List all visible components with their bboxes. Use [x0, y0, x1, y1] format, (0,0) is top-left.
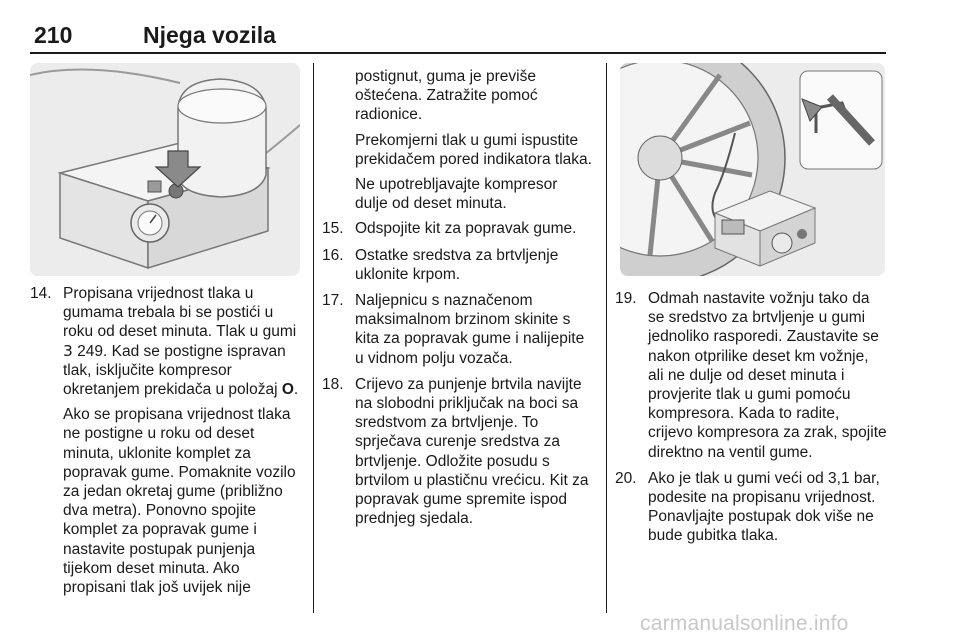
step-text: Crijevo za punjenje brtvila navijte na slobodni priključak na boci sa sredstvom za brtvljenje. To sprječava curenje sredstva za brtvljenje. Odložite posudu s brtvilom u plastičnu vrećicu. Kit za popravak gume spremite ispod prednjeg sjedala. [355, 375, 589, 528]
step-number: 14. [30, 285, 52, 302]
step-text: Odspojite kit za popravak gume. [355, 220, 577, 238]
continuation-paragraph: Ne upotrebljavajte kompresor dulje od deset minuta. [355, 176, 558, 213]
column-divider [313, 63, 314, 613]
compressor-switch-illustration [30, 63, 300, 276]
tyre-valve-compressor-illustration [620, 63, 885, 276]
step-18 [322, 375, 594, 529]
watermark: carmanualsonline.info [640, 612, 849, 635]
step-text-part: 249. Kad se postigne ispravan tlak, isključite kompresor okretanjem prekidača u položaj [63, 342, 286, 399]
step-14 [30, 284, 302, 597]
step-text: Naljepnicu s naznačenom maksimalnom brzinom skinite s kita za popravak gume i nalijepite u vidnom polju vozača. [355, 292, 585, 367]
step-number: 20. [615, 469, 637, 487]
page-number: 210 [34, 22, 73, 48]
step-19 [615, 289, 887, 462]
step-16 [322, 246, 594, 284]
text-column-2 [322, 67, 594, 535]
step-number: 18. [322, 375, 344, 393]
step-number: 16. [322, 246, 344, 264]
step-number: 19. [615, 290, 637, 307]
step-17 [322, 291, 594, 368]
step-number: 17. [322, 292, 344, 310]
switch-position-label: O [281, 381, 294, 399]
chapter-title: Njega vozila [143, 22, 276, 48]
step-text-part: . [293, 381, 299, 399]
step-15 [322, 219, 594, 238]
step-14-paragraph-2: Ako se propisana vrijednost tlaka ne postigne u roku od deset minuta, uklonite komplet za popravak gume. Pomaknite vozilo za jedan okretaj gume (približno dva metra). Ponovno spojite komplet za popravak gume i nastavite postupak punjenja tijekom deset minuta. Ako propisani tlak još uvijek nije [63, 406, 296, 597]
step-14-continuation [322, 67, 594, 213]
tyre-drawing [620, 63, 885, 276]
text-column-3 [615, 289, 887, 553]
column-divider [606, 63, 607, 613]
page-reference-arrow-icon: 3 [63, 341, 73, 360]
step-number: 15. [322, 220, 344, 238]
step-text-part: Propisana vrijednost tlaka u gumama trebala bi se postići u roku od deset minuta. Tlak u gumi [63, 285, 297, 341]
compressor-drawing [30, 63, 300, 276]
continuation-paragraph: postignut, guma je previše oštećena. Zatražite pomoć radionice. [355, 68, 538, 124]
step-text: Ostatke sredstva za brtvljenje uklonite krpom. [355, 246, 559, 283]
step-text: Ako je tlak u gumi veći od 3,1 bar, podesite na propisanu vrijednost. Ponavljajte postupak dok više ne bude gubitka tlaka. [648, 469, 880, 545]
page-header [30, 22, 886, 52]
continuation-paragraph: Prekomjerni tlak u gumi ispustite prekidačem pored indikatora tlaka. [355, 131, 592, 168]
step-text: Odmah nastavite vožnju tako da se sredstvo za brtvljenje u gumi jednoliko rasporedi. Zaustavite se nakon otprilike deset km vožnje, ali ne dulje od deset minuta i provjerite tlak u gumi pomoću kompresora. Kada to radite, crijevo kompresora za zrak, spojite direktno na ventil gume. [648, 290, 887, 461]
step-text [63, 284, 302, 399]
step-20 [615, 469, 887, 546]
header-rule [30, 52, 886, 54]
text-column-1 [30, 284, 302, 604]
